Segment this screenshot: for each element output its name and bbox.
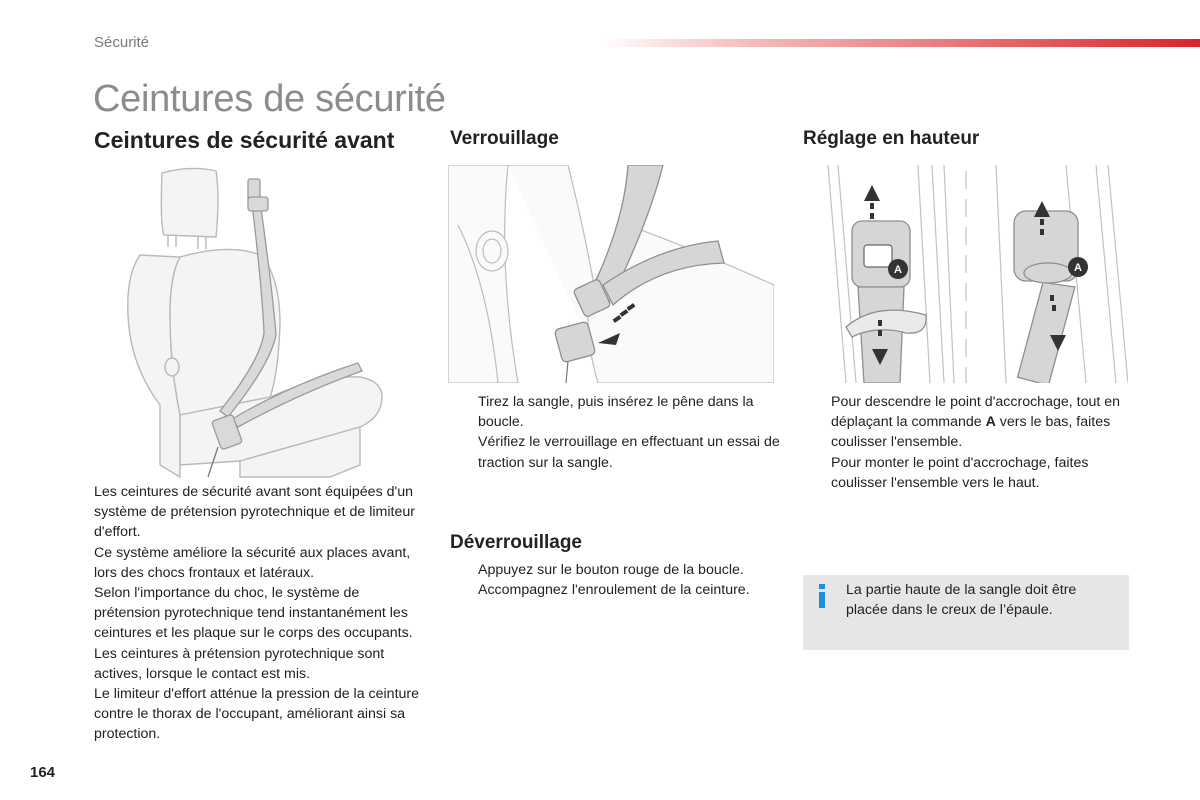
info-text: La partie haute de la sangle doit être placée dans le creux de l’épaule.	[846, 582, 1077, 619]
control-a-ref: A	[985, 414, 996, 431]
front-belts-text	[94, 482, 424, 745]
locking-illustration	[448, 165, 774, 383]
list-item: Tirez la sangle, puis insérez le pêne dans la boucle.	[478, 394, 754, 431]
list-item: Vérifiez le verrouillage en effectuant un essai de traction sur la sangle.	[478, 434, 780, 471]
paragraph: Selon l'importance du choc, le système de prétension pyrotechnique tend instantanément les ceintures et les plaque sur le corps des occupants.	[94, 585, 413, 642]
unlocking-list	[450, 560, 780, 600]
locking-list	[450, 392, 780, 473]
paragraph: Les ceintures à prétension pyrotechnique sont actives, lorsque le contact est mis.	[94, 645, 385, 682]
list-item: Pour monter le point d'accrochage, faites coulisser l'ensemble vers le haut.	[831, 454, 1089, 491]
paragraph: Ce système améliore la sécurité aux places avant, lors des chocs frontaux et latéraux.	[94, 544, 411, 581]
list-item: Pour descendre le point d'accrochage, tout en déplaçant la commande A vers le bas, faites coulisser l'ensemble.	[831, 394, 1121, 451]
control-a-label-left: A	[894, 264, 902, 276]
heading-front-belts: Ceintures de sécurité avant	[94, 127, 395, 153]
height-adjust-list	[803, 392, 1133, 493]
heading-unlocking: Déverrouillage	[450, 532, 582, 553]
list-item: Accompagnez l'enroulement de la ceinture.	[478, 582, 750, 599]
seat-belt-illustration	[120, 165, 420, 480]
page-number: 164	[30, 764, 56, 781]
paragraph: Le limiteur d'effort atténue la pression de la ceinture contre le thorax de l'occupant, améliorant ainsi sa protection.	[94, 686, 420, 743]
paragraph: Les ceintures de sécurité avant sont équipées d'un système de prétension pyrotechnique et de limiteur d'effort.	[94, 484, 415, 541]
section-label: Sécurité	[94, 34, 150, 51]
header-accent-bar	[600, 39, 1200, 47]
page-title: Ceintures de sécurité	[93, 78, 446, 120]
heading-height-adjust: Réglage en hauteur	[803, 128, 980, 149]
heading-locking: Verrouillage	[450, 128, 559, 149]
height-adjust-illustration	[826, 165, 1128, 383]
control-a-label-right: A	[1074, 262, 1082, 274]
info-icon	[817, 584, 827, 608]
list-item: Appuyez sur le bouton rouge de la boucle.	[478, 562, 744, 578]
